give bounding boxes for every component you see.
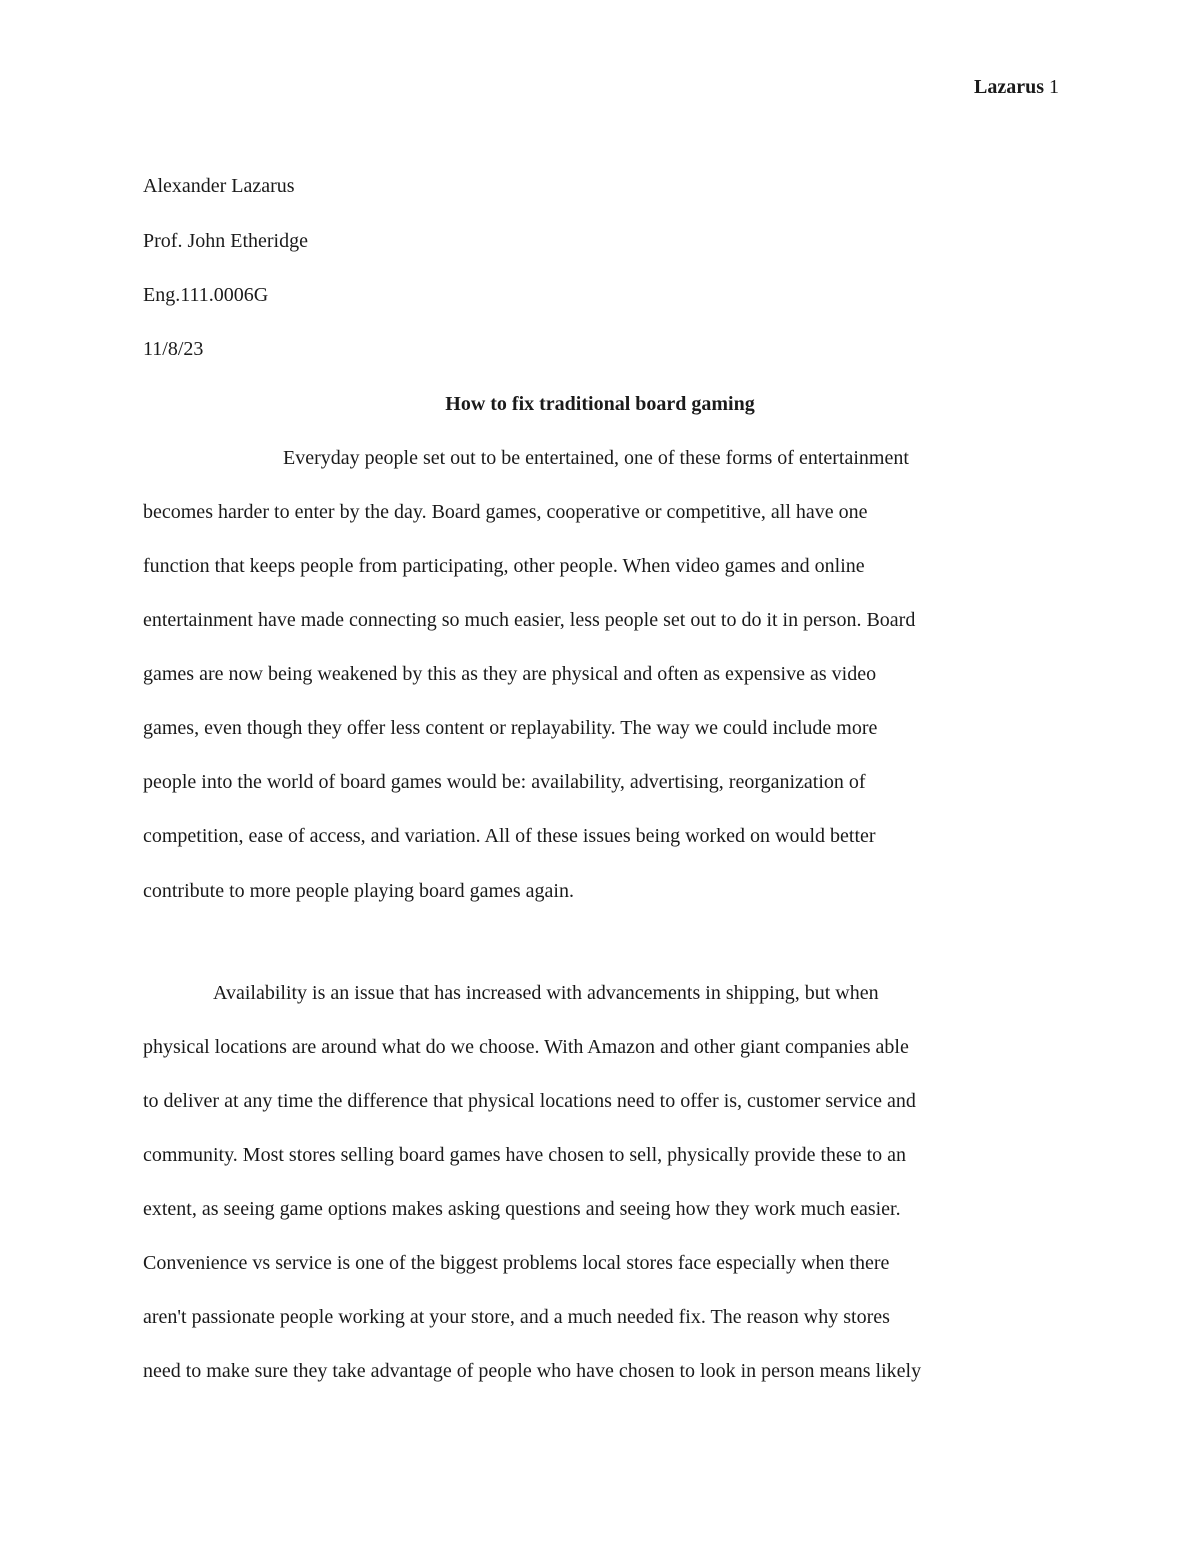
paragraph-line: community. Most stores selling board games have chosen to sell, physically provide these to an	[143, 1144, 906, 1166]
paragraph-line: competition, ease of access, and variation. All of these issues being worked on would better	[143, 825, 876, 847]
essay-title: How to fix traditional board gaming	[445, 393, 755, 415]
heading-date: 11/8/23	[143, 338, 204, 360]
paragraph-line: people into the world of board games would be: availability, advertising, reorganization of	[143, 771, 866, 793]
paragraph-line: function that keeps people from participating, other people. When video games and online	[143, 555, 865, 577]
paragraph-line: Availability is an issue that has increased with advancements in shipping, but when	[213, 982, 879, 1004]
header-page-number: 1	[1049, 76, 1059, 98]
paragraph-line: games are now being weakened by this as they are physical and often as expensive as video	[143, 663, 877, 685]
heading-student-name: Alexander Lazarus	[143, 175, 295, 197]
heading-course: Eng.111.0006G	[143, 284, 269, 306]
running-header	[974, 73, 1059, 101]
paragraph-line: becomes harder to enter by the day. Board games, cooperative or competitive, all have one	[143, 501, 868, 523]
paragraph-line: Everyday people set out to be entertained, one of these forms of entertainment	[283, 447, 909, 469]
paragraph-line: aren't passionate people working at your store, and a much needed fix. The reason why stores	[143, 1306, 890, 1328]
paragraph-line: physical locations are around what do we choose. With Amazon and other giant companies able	[143, 1036, 909, 1058]
paragraph-line: need to make sure they take advantage of people who have chosen to look in person means likely	[143, 1360, 922, 1382]
header-surname: Lazarus	[974, 76, 1044, 98]
paragraph-line: extent, as seeing game options makes asking questions and seeing how they work much easier.	[143, 1198, 901, 1220]
paragraph-line: entertainment have made connecting so much easier, less people set out to do it in person. Board	[143, 609, 916, 631]
paragraph-line: games, even though they offer less content or replayability. The way we could include more	[143, 717, 878, 739]
paragraph-line: contribute to more people playing board games again.	[143, 880, 574, 902]
heading-professor: Prof. John Etheridge	[143, 230, 308, 252]
paragraph-line: to deliver at any time the difference that physical locations need to offer is, customer service and	[143, 1090, 916, 1112]
paragraph-line: Convenience vs service is one of the biggest problems local stores face especially when there	[143, 1252, 890, 1274]
